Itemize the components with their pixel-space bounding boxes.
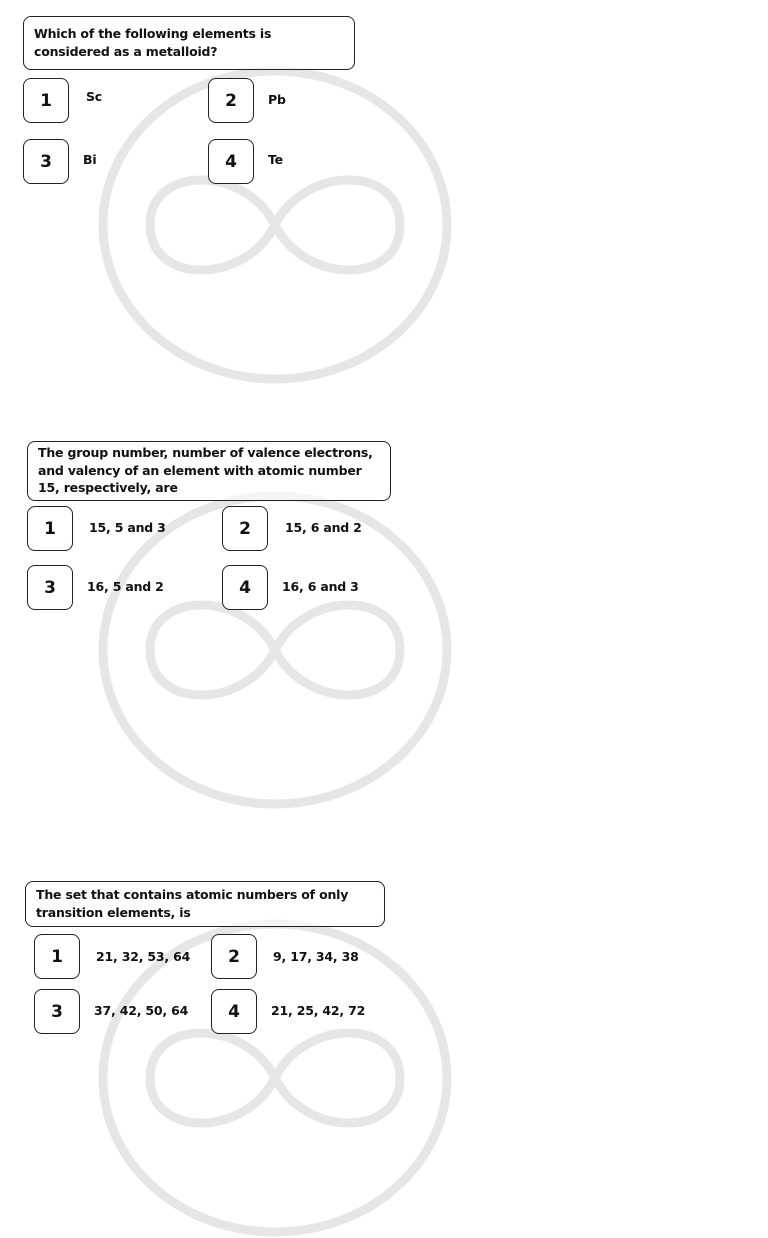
option-3-number-box[interactable] — [27, 565, 73, 610]
option-3-text[interactable]: 16, 5 and 2 — [87, 579, 164, 594]
option-number: 1 — [44, 518, 56, 539]
option-4-text[interactable]: 21, 25, 42, 72 — [271, 1003, 366, 1018]
option-number: 1 — [40, 90, 52, 111]
option-2-number-box[interactable] — [222, 506, 268, 551]
option-number: 4 — [239, 577, 251, 598]
option-number: 3 — [44, 577, 56, 598]
option-number: 3 — [51, 1001, 63, 1022]
option-2-text[interactable]: Pb — [268, 92, 286, 107]
option-3-number-box[interactable] — [34, 989, 80, 1034]
option-number: 1 — [51, 946, 63, 967]
option-4-number-box[interactable] — [211, 989, 257, 1034]
option-1-number-box[interactable] — [34, 934, 80, 979]
option-number: 3 — [40, 151, 52, 172]
question-1-text: Which of the following elements is considered as a metalloid? — [23, 16, 355, 70]
option-3-text[interactable]: 37, 42, 50, 64 — [94, 1003, 189, 1018]
option-2-number-box[interactable] — [211, 934, 257, 979]
infinity-watermark-icon — [95, 65, 455, 385]
option-number: 2 — [225, 90, 237, 111]
option-1-text[interactable]: 15, 5 and 3 — [89, 520, 166, 535]
option-3-text[interactable]: Bi — [83, 152, 97, 167]
option-4-number-box[interactable] — [208, 139, 254, 184]
option-1-text[interactable]: 21, 32, 53, 64 — [96, 949, 191, 964]
option-number: 4 — [228, 1001, 240, 1022]
option-3-number-box[interactable] — [23, 139, 69, 184]
option-number: 4 — [225, 151, 237, 172]
infinity-watermark-icon — [95, 490, 455, 810]
option-4-text[interactable]: Te — [268, 152, 283, 167]
option-2-number-box[interactable] — [208, 78, 254, 123]
option-number: 2 — [228, 946, 240, 967]
option-number: 2 — [239, 518, 251, 539]
option-4-number-box[interactable] — [222, 565, 268, 610]
option-1-text[interactable]: Sc — [86, 89, 103, 104]
option-1-number-box[interactable] — [27, 506, 73, 551]
option-2-text[interactable]: 15, 6 and 2 — [285, 520, 362, 535]
infinity-watermark-icon — [95, 918, 455, 1238]
option-1-number-box[interactable] — [23, 78, 69, 123]
question-3-text: The set that contains atomic numbers of only transition elements, is — [25, 881, 385, 927]
option-4-text[interactable]: 16, 6 and 3 — [282, 579, 359, 594]
question-2-text: The group number, number of valence electrons, and valency of an element with atomic number 15, respectively, are — [27, 441, 391, 501]
option-2-text[interactable]: 9, 17, 34, 38 — [273, 949, 359, 964]
